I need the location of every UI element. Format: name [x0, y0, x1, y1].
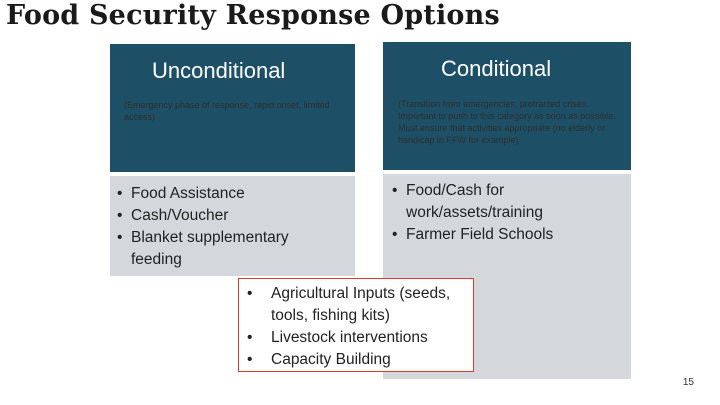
slide-title: Food Security Response Options — [6, 0, 500, 31]
shared-list — [247, 283, 471, 371]
list-item: • Capacity Building — [247, 349, 471, 371]
unconditional-subtitle: (Emergency phase of response, rapid onset, limited access) — [124, 100, 330, 122]
list-item: • Blanket supplementary feeding — [117, 227, 332, 271]
list-item: • Food/Cash for work/assets/training — [392, 180, 597, 224]
page-number: 15 — [682, 377, 694, 388]
conditional-list — [392, 180, 597, 246]
list-item: • Cash/Voucher — [117, 205, 332, 227]
list-item: • Farmer Field Schools — [392, 224, 597, 246]
conditional-subtitle: (Transition from emergencies, protracted crises. Important to push to this category as soon as possible. Must ensure that activities appropriate (no elderly or handicap in FFW for example) — [398, 99, 616, 145]
shared-options-box — [238, 278, 474, 372]
list-item: • Livestock interventions — [247, 327, 471, 349]
unconditional-heading: Unconditional — [152, 58, 286, 83]
conditional-heading: Conditional — [441, 56, 552, 81]
unconditional-list — [117, 183, 332, 271]
list-item: • Agricultural Inputs (seeds, tools, fishing kits) — [247, 283, 471, 327]
list-item: • Food Assistance — [117, 183, 332, 205]
